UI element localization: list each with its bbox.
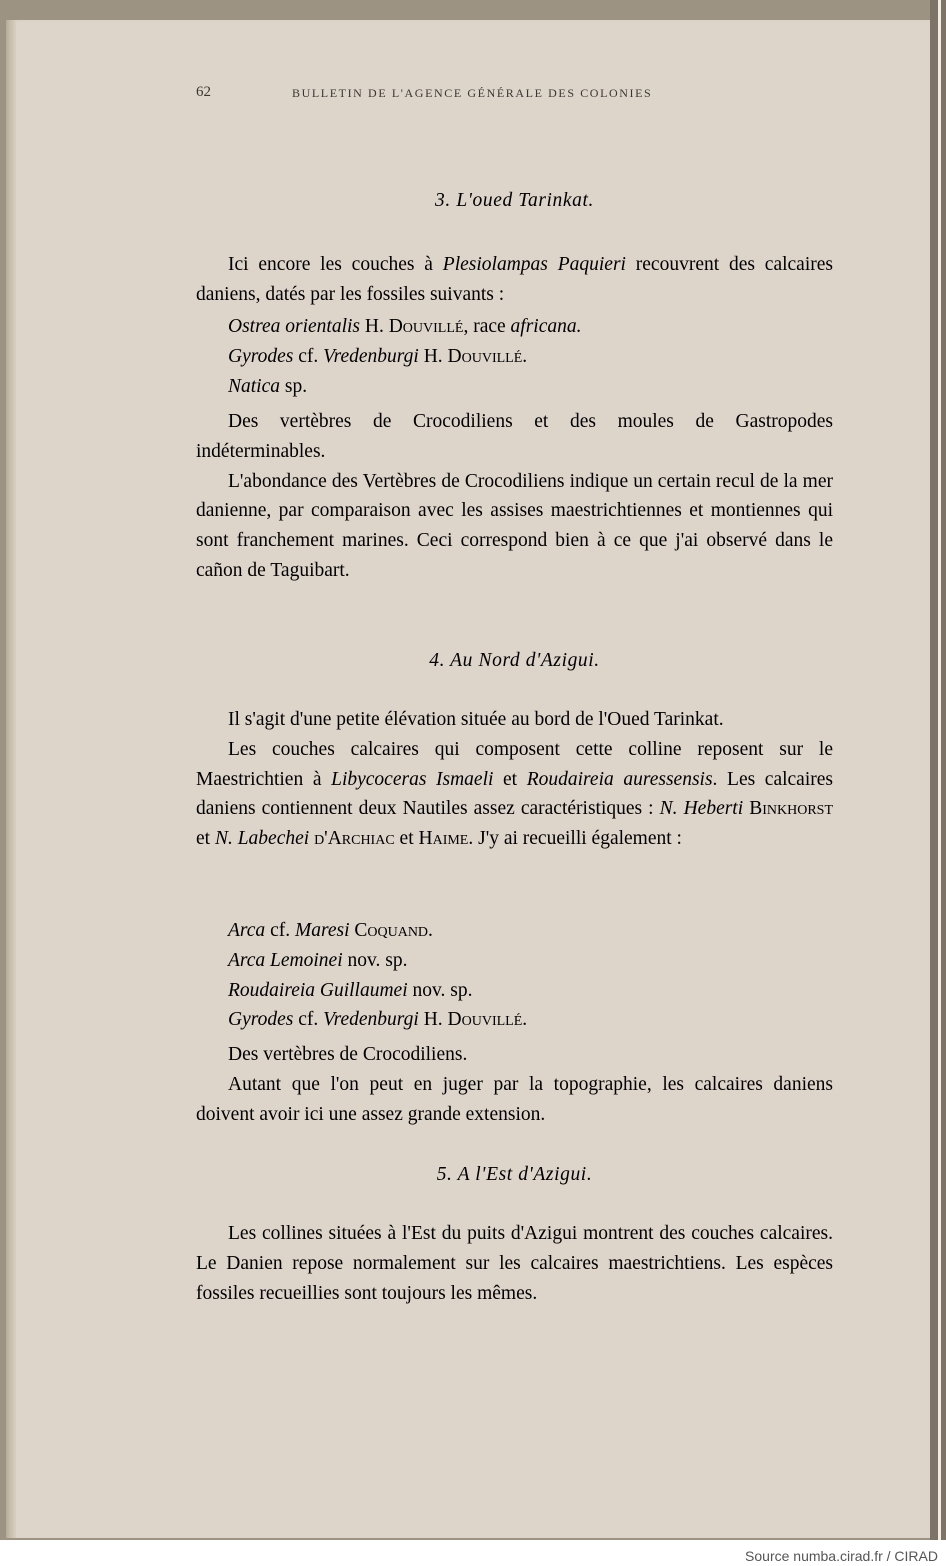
section-5-paragraph-1: Les collines situées à l'Est du puits d'Azigui montrent des couches calcaires. Le Danien repose normalement sur les calcaires maestrichtiens. Les espèces fossiles recueillies sont toujours les mêmes. [196, 1223, 833, 1304]
section-3-fossil-list [228, 312, 582, 401]
list-item: Gyrodes cf. Vredenburgi H. Douvillé. [228, 1009, 528, 1031]
list-item: Arca Lemoinei nov. sp. [228, 949, 408, 971]
section-4-closing [196, 1040, 833, 1129]
list-item: Gyrodes cf. Vredenburgi H. Douvillé. [228, 345, 528, 367]
list-item: Ostrea orientalis H. Douvillé, race africana. [228, 316, 582, 337]
section-4-paragraph-2: Les couches calcaires qui composent cette colline reposent sur le Maestrichtien à Libycoceras Ismaeli et Roudaireia auressensis. Les calcaires daniens contiennent deux Nautiles assez caractéristiques : N. Heberti Binkhorst et N. Labechei d'Archiac et Haime. J'y ai recueilli également : [196, 738, 834, 850]
scan-right-edge [930, 0, 946, 1540]
section-3-paragraph-3: L'abondance des Vertèbres de Crocodiliens indique un certain recul de la mer danienne, par comparaison avec les assises maestrichtiennes et montiennes qui sont franchement marines. Ceci correspond bien à ce que j'ai observé dans le cañon de Taguibart. [196, 470, 833, 581]
section-4-fossil-list [228, 916, 527, 1035]
section-4-paragraphs [196, 705, 833, 854]
list-item: Arca cf. Maresi Coquand. [228, 920, 433, 941]
list-item: Natica sp. [228, 375, 308, 397]
section-3-paragraph-2: Des vertèbres de Crocodiliens et des moules de Gastropodes indéterminables. [196, 411, 833, 462]
section-3-heading: 3. L'oued Tarinkat. [435, 190, 594, 211]
section-4-paragraph-4: Autant que l'on peut en juger par la topographie, les calcaires daniens doivent avoir ici une assez grande extension. [196, 1073, 833, 1125]
section-3-paragraphs [196, 407, 833, 586]
page-number: 62 [196, 84, 211, 100]
section-3-paragraph-1: Ici encore les couches à Plesiolampas Paquieri recouvrent des calcaires daniens, datés par les fossiles suivants : [196, 254, 833, 305]
section-4-paragraph-1: Il s'agit d'une petite élévation située au bord de l'Oued Tarinkat. [228, 709, 724, 730]
list-item: Roudaireia Guillaumei nov. sp. [228, 979, 473, 1001]
section-4-paragraph-3: Des vertèbres de Crocodiliens. [228, 1044, 468, 1065]
section-5-heading: 5. A l'Est d'Azigui. [436, 1164, 593, 1185]
running-head-title: BULLETIN DE L'AGENCE GÉNÉRALE DES COLONIES [292, 86, 653, 100]
section-4-heading: 4. Au Nord d'Azigui. [429, 650, 600, 671]
source-credit: Source numba.cirad.fr / CIRAD [745, 1548, 938, 1564]
